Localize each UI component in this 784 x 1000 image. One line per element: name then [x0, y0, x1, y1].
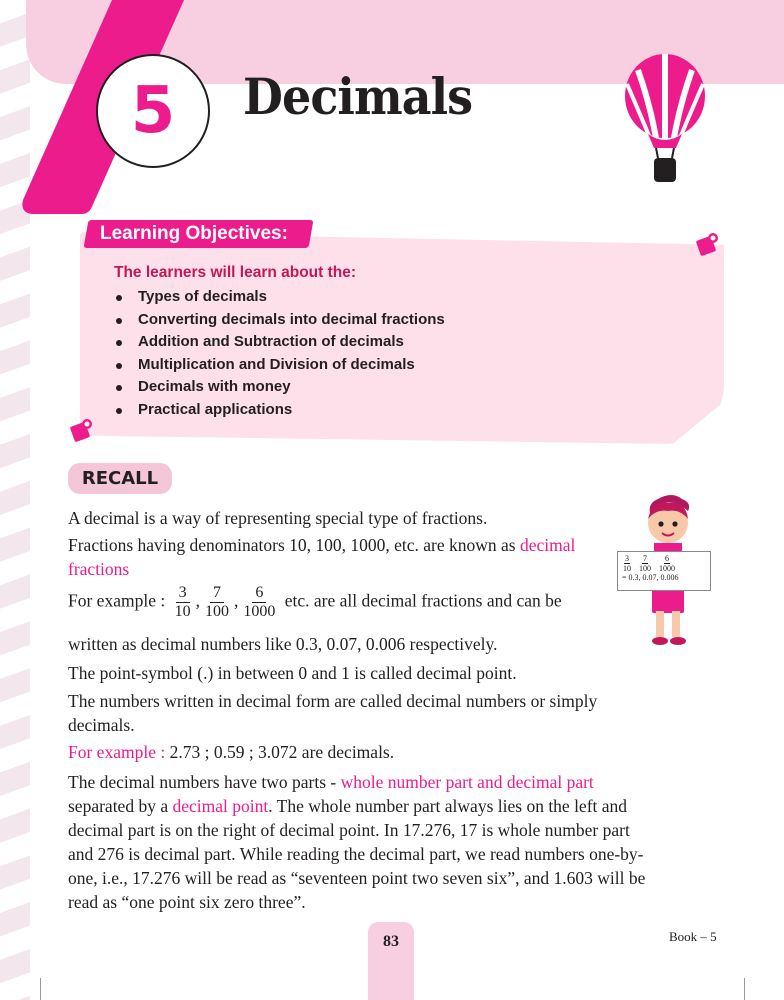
- numerator: 6: [252, 584, 266, 603]
- recall-paragraph: [68, 632, 628, 656]
- list-item: Practical applications: [114, 399, 445, 422]
- sign-fractions: [622, 554, 706, 573]
- numerator: 6: [665, 554, 669, 563]
- learning-objectives-heading: Learning Objectives:: [100, 223, 288, 244]
- recall-heading: RECALL: [81, 468, 159, 489]
- crop-mark: [744, 978, 745, 1000]
- denominator: 10: [174, 603, 191, 620]
- sign-result: = 0.3, 0.07, 0.006: [622, 573, 679, 582]
- highlight-term: decimal: [520, 535, 576, 555]
- learning-objectives-lead: The learners will learn about the:: [114, 264, 357, 281]
- recall-badge: [68, 463, 172, 494]
- numerator: 3: [625, 554, 629, 563]
- paragraph-text: 2.73 ; 0.59 ; 3.072 are decimals.: [169, 742, 395, 762]
- numerator: 7: [210, 584, 224, 603]
- list-item: Decimals with money: [114, 376, 445, 399]
- paragraph-text: written as decimal numbers like 0.3, 0.07, 0.006 respectively.: [68, 634, 498, 654]
- chapter-number-badge: [96, 54, 210, 168]
- paragraph-text: decimals.: [68, 715, 135, 735]
- paragraph-text: The decimal numbers have two parts -: [68, 772, 337, 792]
- paragraph-text: separated by a: [68, 796, 169, 816]
- decorative-edge-stripes: [0, 0, 30, 1000]
- denominator: 1000: [243, 603, 276, 620]
- puzzle-piece-icon: [696, 232, 720, 256]
- paragraph-text: read as “one point six zero three”.: [68, 892, 306, 912]
- paragraph-text: The numbers written in decimal form are called decimal numbers or simply: [68, 691, 598, 711]
- fraction: [202, 584, 232, 621]
- paragraph-text: Fractions having denominators 10, 100, 1000, etc. are known as: [68, 535, 516, 555]
- comma: ,: [233, 590, 239, 611]
- paragraph-text: etc. are all decimal fractions and can be: [284, 590, 562, 611]
- list-item: Types of decimals: [114, 286, 445, 309]
- paragraph-text: decimal part is on the right of decimal point. In 17.276, 17 is whole number part: [68, 820, 630, 840]
- numerator: 7: [643, 554, 647, 563]
- recall-paragraph: [68, 533, 633, 581]
- example-sign: [617, 551, 711, 591]
- recall-paragraph: [68, 770, 728, 914]
- paragraph-text: and 276 is decimal part. While reading the decimal part, we read numbers one-by-: [68, 844, 644, 864]
- paragraph-text: A decimal is a way of representing special type of fractions.: [68, 508, 488, 528]
- recall-paragraph: [68, 506, 628, 530]
- comma: ,: [195, 590, 200, 611]
- chapter-title: Decimals: [243, 67, 473, 126]
- paragraph-text: . The whole number part always lies on the left and: [268, 796, 628, 816]
- fraction: [172, 584, 194, 621]
- fraction: [240, 584, 278, 621]
- highlight-term: fractions: [68, 559, 130, 579]
- denominator: 100: [204, 603, 229, 620]
- denominator: 100: [639, 564, 651, 573]
- chapter-number: 5: [130, 74, 176, 148]
- denominator: 1000: [659, 564, 675, 573]
- example-label: For example :: [68, 590, 166, 611]
- paragraph-text: one, i.e., 17.276 will be read as “seventeen point two seven six”, and 1.603 will be: [68, 868, 646, 888]
- puzzle-piece-icon: [70, 418, 94, 442]
- recall-paragraph: [68, 740, 718, 764]
- highlight-term: whole number part and decimal part: [340, 772, 594, 792]
- list-item: Converting decimals into decimal fractions: [114, 309, 445, 332]
- page-number: 83: [383, 933, 399, 950]
- learning-objectives-list: [114, 286, 445, 422]
- example-line: [68, 584, 628, 621]
- example-label: For example :: [68, 742, 166, 762]
- list-item: Addition and Subtraction of decimals: [114, 331, 445, 354]
- recall-paragraph: [68, 689, 718, 737]
- numerator: 3: [176, 584, 190, 603]
- fraction: [622, 554, 632, 573]
- fraction: [638, 554, 652, 573]
- recall-paragraph: [68, 661, 718, 685]
- fraction: [658, 554, 676, 573]
- paragraph-text: The point-symbol (.) in between 0 and 1 is called decimal point.: [68, 663, 517, 683]
- crop-mark: [40, 978, 41, 1000]
- hot-air-balloon-icon: [620, 54, 710, 186]
- denominator: 10: [623, 564, 631, 573]
- list-item: Multiplication and Division of decimals: [114, 354, 445, 377]
- highlight-term: decimal point: [172, 796, 269, 816]
- book-label: Book – 5: [669, 929, 717, 944]
